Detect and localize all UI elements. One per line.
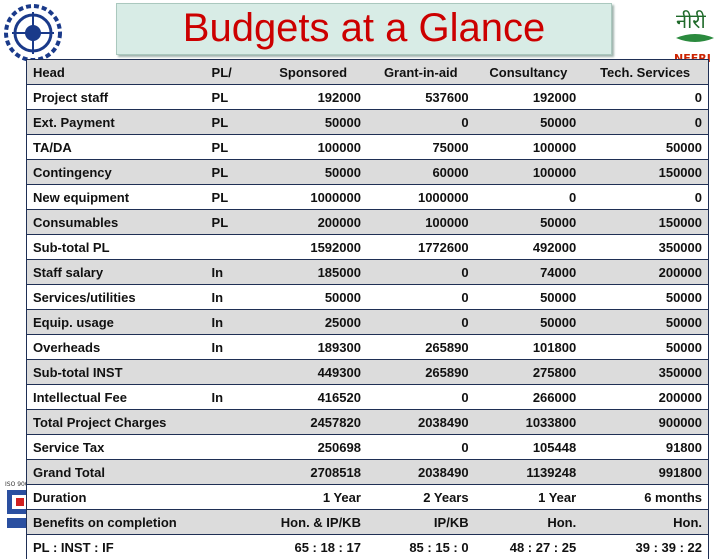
cell-pl — [206, 235, 260, 260]
table-header-row — [27, 60, 709, 85]
table-row — [27, 110, 709, 135]
cell-sponsored: 100000 — [259, 135, 367, 160]
cell-sponsored: 1592000 — [259, 235, 367, 260]
cell-pl — [206, 360, 260, 385]
cell-grant-in-aid: 1772600 — [367, 235, 475, 260]
cell-sponsored: 189300 — [259, 335, 367, 360]
cell-head: PL : INST : IF — [27, 535, 206, 559]
cell-consultancy: 48 : 27 : 25 — [475, 535, 583, 559]
cell-tech-services: 350000 — [582, 235, 708, 260]
cell-tech-services: 150000 — [582, 160, 708, 185]
cell-head: Overheads — [27, 335, 206, 360]
cell-consultancy: 50000 — [475, 285, 583, 310]
table-row — [27, 135, 709, 160]
cell-sponsored: 200000 — [259, 210, 367, 235]
cell-grant-in-aid: 2038490 — [367, 410, 475, 435]
cell-grant-in-aid: 0 — [367, 385, 475, 410]
cell-head: Benefits on completion — [27, 510, 206, 535]
cell-pl — [206, 485, 260, 510]
cell-head: Staff salary — [27, 260, 206, 285]
cell-grant-in-aid: 85 : 15 : 0 — [367, 535, 475, 559]
cell-pl: In — [206, 260, 260, 285]
cell-sponsored: 185000 — [259, 260, 367, 285]
table-row — [27, 335, 709, 360]
cell-pl — [206, 460, 260, 485]
table-row — [27, 410, 709, 435]
cell-head: Intellectual Fee — [27, 385, 206, 410]
cell-grant-in-aid: 1000000 — [367, 185, 475, 210]
cell-sponsored: 50000 — [259, 160, 367, 185]
cell-grant-in-aid: 537600 — [367, 85, 475, 110]
table-row — [27, 210, 709, 235]
cell-grant-in-aid: 60000 — [367, 160, 475, 185]
cell-consultancy: 74000 — [475, 260, 583, 285]
slide-title: Budgets at a Glance — [117, 6, 611, 51]
cell-sponsored: 449300 — [259, 360, 367, 385]
cell-tech-services: 91800 — [582, 435, 708, 460]
cell-grant-in-aid: 75000 — [367, 135, 475, 160]
cell-pl — [206, 435, 260, 460]
cell-sponsored: 2708518 — [259, 460, 367, 485]
table-row — [27, 235, 709, 260]
cell-head: TA/DA — [27, 135, 206, 160]
cell-pl: PL — [206, 110, 260, 135]
csir-emblem-logo — [2, 2, 64, 64]
table-row — [27, 160, 709, 185]
neeri-logo-label: NEERI — [674, 52, 711, 65]
table-row — [27, 535, 709, 559]
cell-head: Project staff — [27, 85, 206, 110]
iso-logo-label: ISO 9001 — [5, 481, 33, 488]
cell-tech-services: 200000 — [582, 260, 708, 285]
cell-tech-services: 6 months — [582, 485, 708, 510]
cell-tech-services: 900000 — [582, 410, 708, 435]
table-row — [27, 460, 709, 485]
header-consultancy: Consultancy — [475, 60, 583, 85]
cell-consultancy: 50000 — [475, 310, 583, 335]
cell-head: Sub-total INST — [27, 360, 206, 385]
cell-grant-in-aid: IP/KB — [367, 510, 475, 535]
cell-pl: PL — [206, 135, 260, 160]
cell-tech-services: 350000 — [582, 360, 708, 385]
cell-head: Service Tax — [27, 435, 206, 460]
cell-consultancy: 1033800 — [475, 410, 583, 435]
cell-consultancy: 1 Year — [475, 485, 583, 510]
cell-grant-in-aid: 265890 — [367, 335, 475, 360]
cell-consultancy: Hon. — [475, 510, 583, 535]
header-head: Head — [27, 60, 206, 85]
table-row — [27, 285, 709, 310]
cell-pl: In — [206, 385, 260, 410]
table-row — [27, 260, 709, 285]
header-grant-in-aid: Grant-in-aid — [367, 60, 475, 85]
cell-sponsored: 50000 — [259, 110, 367, 135]
cell-head: Consumables — [27, 210, 206, 235]
cell-consultancy: 275800 — [475, 360, 583, 385]
cell-grant-in-aid: 265890 — [367, 360, 475, 385]
cell-sponsored: 250698 — [259, 435, 367, 460]
neeri-logo-hindi: नीरी — [676, 9, 706, 33]
cell-sponsored: 1 Year — [259, 485, 367, 510]
cell-tech-services: Hon. — [582, 510, 708, 535]
cell-pl: PL — [206, 185, 260, 210]
cell-sponsored: 65 : 18 : 17 — [259, 535, 367, 559]
cell-pl: PL — [206, 85, 260, 110]
table-row — [27, 510, 709, 535]
budget-table — [26, 59, 709, 559]
table-row — [27, 435, 709, 460]
title-banner — [116, 3, 612, 55]
cell-head: Duration — [27, 485, 206, 510]
cell-tech-services: 50000 — [582, 285, 708, 310]
cell-consultancy: 266000 — [475, 385, 583, 410]
cell-tech-services: 200000 — [582, 385, 708, 410]
cell-consultancy: 492000 — [475, 235, 583, 260]
budget-table-body — [27, 60, 709, 559]
table-row — [27, 385, 709, 410]
header-tech-services: Tech. Services — [582, 60, 708, 85]
cell-grant-in-aid: 0 — [367, 435, 475, 460]
cell-head: Services/utilities — [27, 285, 206, 310]
cell-sponsored: 2457820 — [259, 410, 367, 435]
header-sponsored: Sponsored — [259, 60, 367, 85]
cell-grant-in-aid: 0 — [367, 285, 475, 310]
cell-head: Total Project Charges — [27, 410, 206, 435]
cell-consultancy: 105448 — [475, 435, 583, 460]
cell-grant-in-aid: 2 Years — [367, 485, 475, 510]
cell-head: Equip. usage — [27, 310, 206, 335]
cell-consultancy: 50000 — [475, 210, 583, 235]
cell-tech-services: 50000 — [582, 310, 708, 335]
cell-consultancy: 100000 — [475, 160, 583, 185]
cell-sponsored: 416520 — [259, 385, 367, 410]
cell-grant-in-aid: 100000 — [367, 210, 475, 235]
cell-tech-services: 39 : 39 : 22 — [582, 535, 708, 559]
cell-sponsored: 1000000 — [259, 185, 367, 210]
cell-consultancy: 50000 — [475, 110, 583, 135]
cell-pl: PL — [206, 210, 260, 235]
header-pl: PL/ — [206, 60, 260, 85]
cell-head: New equipment — [27, 185, 206, 210]
cell-consultancy: 0 — [475, 185, 583, 210]
cell-consultancy: 192000 — [475, 85, 583, 110]
cell-pl: In — [206, 310, 260, 335]
table-row — [27, 185, 709, 210]
cell-head: Grand Total — [27, 460, 206, 485]
cell-consultancy: 101800 — [475, 335, 583, 360]
cell-tech-services: 0 — [582, 185, 708, 210]
cell-pl — [206, 510, 260, 535]
cell-head: Ext. Payment — [27, 110, 206, 135]
cell-tech-services: 50000 — [582, 135, 708, 160]
cell-tech-services: 0 — [582, 85, 708, 110]
cell-sponsored: Hon. & IP/KB — [259, 510, 367, 535]
table-row — [27, 485, 709, 510]
cell-grant-in-aid: 0 — [367, 310, 475, 335]
cell-sponsored: 25000 — [259, 310, 367, 335]
table-row — [27, 85, 709, 110]
cell-sponsored: 50000 — [259, 285, 367, 310]
cell-consultancy: 100000 — [475, 135, 583, 160]
cell-tech-services: 50000 — [582, 335, 708, 360]
table-row — [27, 310, 709, 335]
cell-pl: In — [206, 285, 260, 310]
cell-head: Sub-total PL — [27, 235, 206, 260]
cell-grant-in-aid: 2038490 — [367, 460, 475, 485]
cell-pl: In — [206, 335, 260, 360]
cell-tech-services: 991800 — [582, 460, 708, 485]
cell-consultancy: 1139248 — [475, 460, 583, 485]
cell-sponsored: 192000 — [259, 85, 367, 110]
cell-tech-services: 150000 — [582, 210, 708, 235]
cell-head: Contingency — [27, 160, 206, 185]
cell-grant-in-aid: 0 — [367, 110, 475, 135]
cell-pl — [206, 535, 260, 559]
cell-grant-in-aid: 0 — [367, 260, 475, 285]
cell-pl — [206, 410, 260, 435]
table-row — [27, 360, 709, 385]
cell-pl: PL — [206, 160, 260, 185]
cell-tech-services: 0 — [582, 110, 708, 135]
